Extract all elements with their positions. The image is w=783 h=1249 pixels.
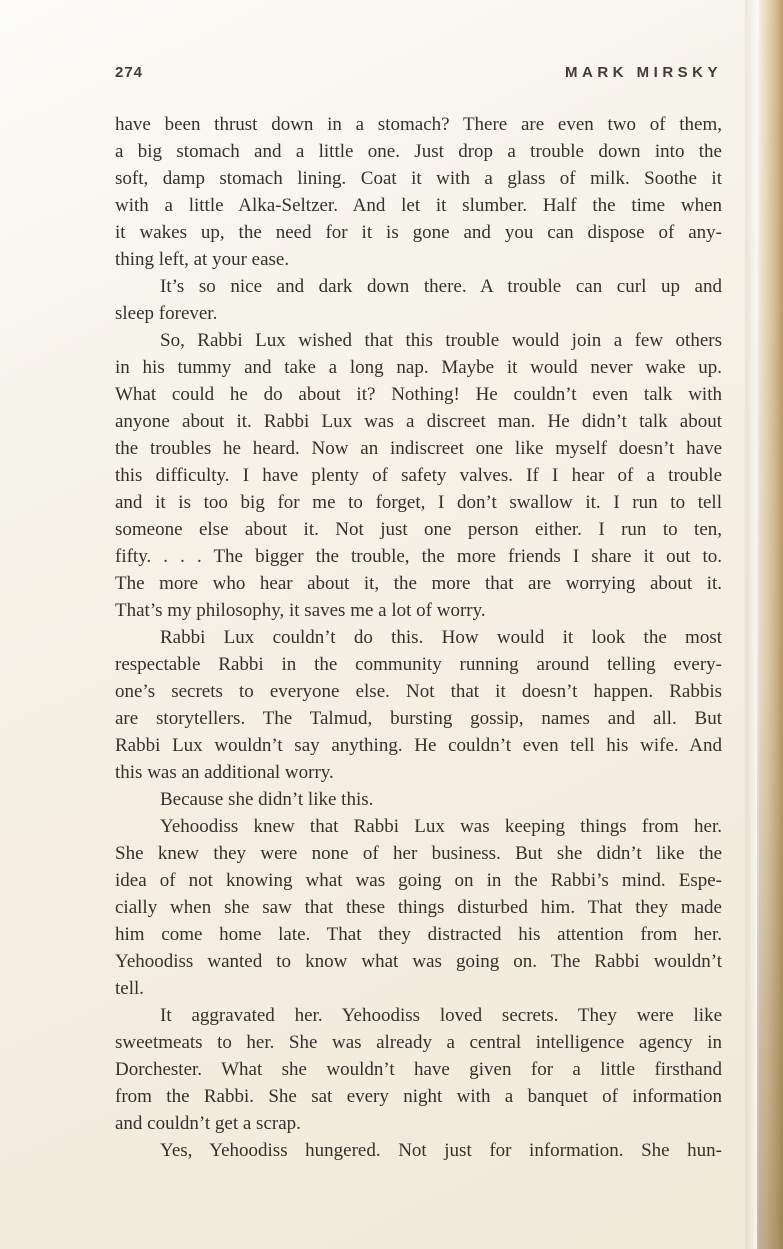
text-line: thing left, at your ease. — [115, 249, 290, 270]
text-line: a big stomach and a little one. Just drop a trouble down into the — [115, 141, 722, 162]
text-line: What could he do about it? Nothing! He couldn’t even talk with — [115, 384, 722, 405]
paragraph — [115, 624, 722, 786]
text-line: Because she didn’t like this. — [160, 789, 374, 810]
text-line: The more who hear about it, the more that are worrying about it. — [115, 573, 722, 594]
text-line: Yehoodiss knew that Rabbi Lux was keeping things from her. — [160, 816, 722, 837]
text-line: idea of not knowing what was going on in the Rabbi’s mind. Espe- — [115, 870, 722, 891]
text-line: this was an additional worry. — [115, 762, 334, 783]
text-line: cially when she saw that these things disturbed him. That they made — [115, 897, 722, 918]
text-line: She knew they were none of her business. But she didn’t like the — [115, 843, 722, 864]
paragraph — [115, 327, 722, 624]
page-number: 274 — [115, 64, 144, 81]
running-header-author: MARK MIRSKY — [565, 64, 722, 81]
text-line: Rabbi Lux wouldn’t say anything. He couldn’t even tell his wife. And — [115, 735, 722, 756]
text-line: one’s secrets to everyone else. Not that it doesn’t happen. Rabbis — [115, 681, 722, 702]
text-line: So, Rabbi Lux wished that this trouble would join a few others — [160, 330, 722, 351]
text-line: sleep forever. — [115, 303, 218, 324]
text-line: someone else about it. Not just one person either. I run to ten, — [115, 519, 722, 540]
paragraph — [115, 273, 722, 327]
paragraph — [115, 111, 722, 273]
text-line: It aggravated her. Yehoodiss loved secrets. They were like — [160, 1005, 722, 1026]
running-header — [115, 64, 722, 81]
text-line: in his tummy and take a long nap. Maybe it would never wake up. — [115, 357, 722, 378]
text-line: this difficulty. I have plenty of safety valves. If I hear of a trouble — [115, 465, 722, 486]
page-edge-shadow — [757, 0, 783, 1249]
paragraph — [115, 1002, 722, 1137]
text-line: anyone about it. Rabbi Lux was a discreet man. He didn’t talk about — [115, 411, 722, 432]
text-line: fifty. . . . The bigger the trouble, the more friends I share it out to. — [115, 546, 722, 567]
text-line: with a little Alka-Seltzer. And let it slumber. Half the time when — [115, 195, 722, 216]
text-line: That’s my philosophy, it saves me a lot of worry. — [115, 600, 486, 621]
paragraph — [115, 1137, 722, 1164]
text-line: tell. — [115, 978, 145, 999]
text-line: the troubles he heard. Now an indiscreet one like myself doesn’t have — [115, 438, 722, 459]
body-text — [115, 111, 722, 1164]
text-line: it wakes up, the need for it is gone and you can dispose of any- — [115, 222, 722, 243]
text-line: him come home late. That they distracted his attention from her. — [115, 924, 722, 945]
text-line: are storytellers. The Talmud, bursting gossip, names and all. But — [115, 708, 722, 729]
text-line: Yehoodiss wanted to know what was going on. The Rabbi wouldn’t — [115, 951, 722, 972]
text-line: sweetmeats to her. She was already a central intelligence agency in — [115, 1032, 722, 1053]
text-line: from the Rabbi. She sat every night with a banquet of information — [115, 1086, 722, 1107]
text-line: It’s so nice and dark down there. A trouble can curl up and — [160, 276, 722, 297]
text-line: soft, damp stomach lining. Coat it with a glass of milk. Soothe it — [115, 168, 722, 189]
text-line: respectable Rabbi in the community running around telling every- — [115, 654, 722, 675]
text-line: Dorchester. What she wouldn’t have given for a little firsthand — [115, 1059, 722, 1080]
text-line: and it is too big for me to forget, I don’t swallow it. I run to tell — [115, 492, 722, 513]
text-line: and couldn’t get a scrap. — [115, 1113, 301, 1134]
text-line: Yes, Yehoodiss hungered. Not just for information. She hun- — [160, 1140, 722, 1161]
paragraph — [115, 786, 722, 813]
text-line: have been thrust down in a stomach? There are even two of them, — [115, 114, 722, 135]
text-line: Rabbi Lux couldn’t do this. How would it look the most — [160, 627, 722, 648]
paragraph — [115, 813, 722, 1002]
